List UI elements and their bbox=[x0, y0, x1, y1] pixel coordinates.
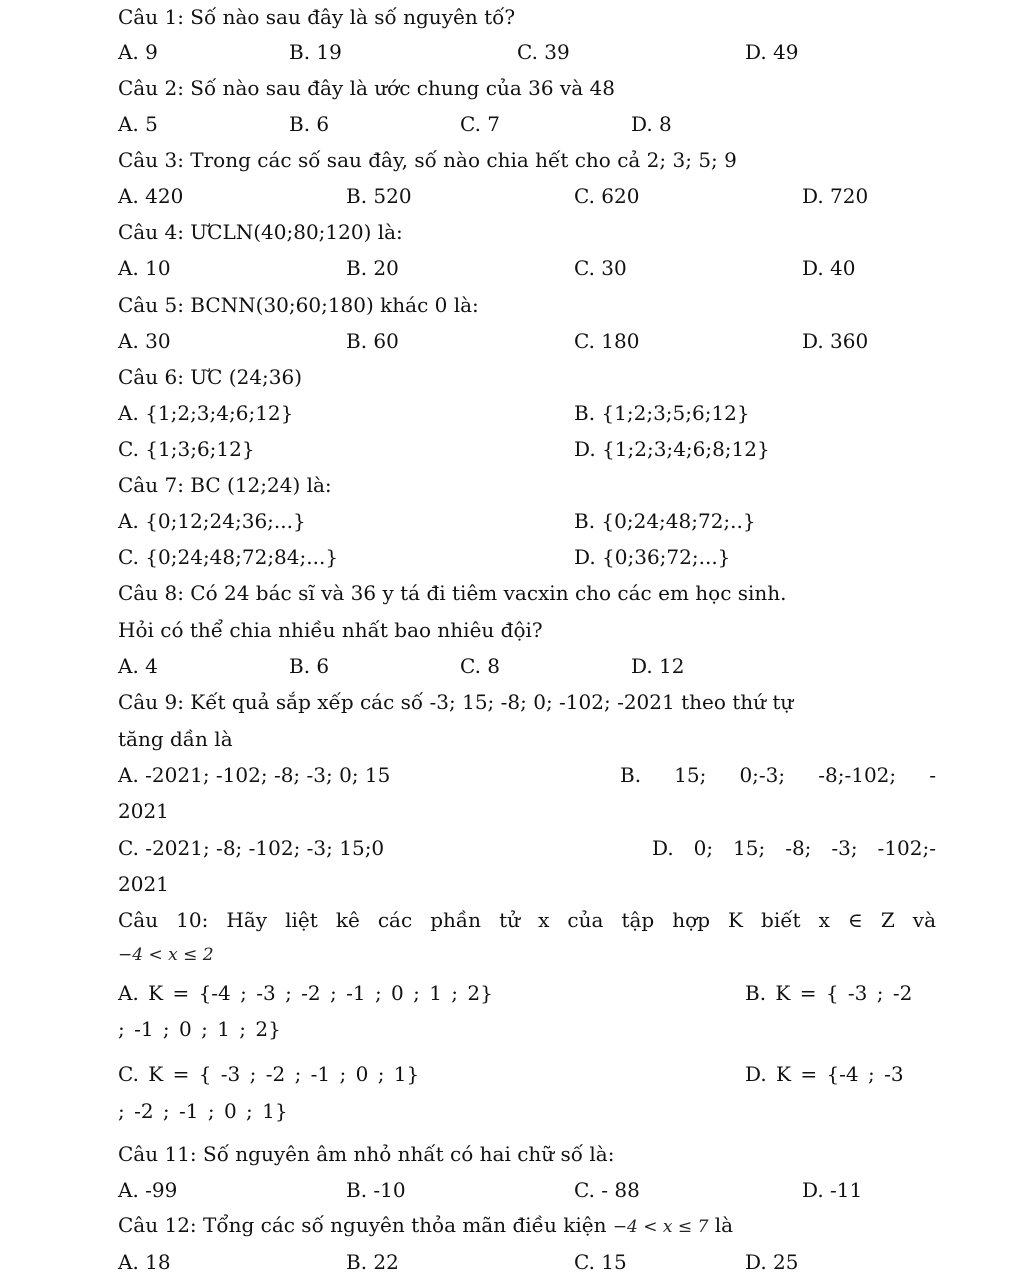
q3-option-d: D. 720 bbox=[802, 184, 869, 208]
q9-option-d: D. 0; 15; -8; -3; -102;- bbox=[652, 836, 936, 860]
q5-option-c: C. 180 bbox=[574, 329, 640, 353]
q9-option-d-wrap: 2021 bbox=[118, 872, 169, 896]
q1-option-d: D. 49 bbox=[745, 40, 799, 64]
q7-option-d: D. {0;36;72;...} bbox=[574, 545, 731, 569]
question-5-stem: Câu 5: BCNN(30;60;180) khác 0 là: bbox=[118, 293, 479, 317]
q1-option-c: C. 39 bbox=[517, 40, 570, 64]
q12-option-c: C. 15 bbox=[574, 1250, 627, 1274]
q10-option-a: A. K = {-4 ; -3 ; -2 ; -1 ; 0 ; 1 ; 2} bbox=[118, 981, 493, 1005]
q8-option-b: B. 6 bbox=[289, 654, 330, 678]
question-9-stem-line2: tăng dần là bbox=[118, 727, 233, 751]
q8-option-d: D. 12 bbox=[631, 654, 685, 678]
question-11-stem: Câu 11: Số nguyên âm nhỏ nhất có hai chữ số là: bbox=[118, 1142, 615, 1166]
q10-option-d: D. K = {-4 ; -3 bbox=[745, 1062, 904, 1086]
q5-option-a: A. 30 bbox=[118, 329, 171, 353]
question-3-stem: Câu 3: Trong các số sau đây, số nào chia hết cho cả 2; 3; 5; 9 bbox=[118, 148, 737, 172]
question-12-stem-suffix: là bbox=[714, 1213, 734, 1237]
question-12-condition: −4 < x ≤ 7 bbox=[612, 1217, 709, 1237]
q10-option-d-wrap: ; -2 ; -1 ; 0 ; 1} bbox=[118, 1099, 288, 1123]
q6-option-c: C. {1;3;6;12} bbox=[118, 437, 255, 461]
q12-option-b: B. 22 bbox=[346, 1250, 399, 1274]
q2-option-a: A. 5 bbox=[118, 112, 158, 136]
question-8-stem-line1: Câu 8: Có 24 bác sĩ và 36 y tá đi tiêm vacxin cho các em học sinh. bbox=[118, 581, 787, 605]
q3-option-c: C. 620 bbox=[574, 184, 640, 208]
q1-option-b: B. 19 bbox=[289, 40, 342, 64]
q10-option-b-wrap: ; -1 ; 0 ; 1 ; 2} bbox=[118, 1017, 281, 1041]
q7-option-c: C. {0;24;48;72;84;...} bbox=[118, 545, 339, 569]
q2-option-d: D. 8 bbox=[631, 112, 672, 136]
q5-option-b: B. 60 bbox=[346, 329, 399, 353]
q7-option-a: A. {0;12;24;36;...} bbox=[118, 509, 306, 533]
question-12-stem-prefix: Câu 12: Tổng các số nguyên thỏa mãn điều kiện bbox=[118, 1213, 607, 1237]
q9-option-a: A. -2021; -102; -8; -3; 0; 15 bbox=[118, 763, 391, 787]
q12-option-a: A. 18 bbox=[118, 1250, 171, 1274]
question-10-condition: −4 < x ≤ 2 bbox=[118, 945, 214, 965]
q11-option-a: A. -99 bbox=[118, 1178, 178, 1202]
q9-option-c: C. -2021; -8; -102; -3; 15;0 bbox=[118, 836, 385, 860]
q9-option-b-wrap: 2021 bbox=[118, 799, 169, 823]
q10-option-b: B. K = { -3 ; -2 bbox=[745, 981, 913, 1005]
q1-option-a: A. 9 bbox=[118, 40, 158, 64]
q12-option-d: D. 25 bbox=[745, 1250, 799, 1274]
q5-option-d: D. 360 bbox=[802, 329, 869, 353]
question-8-stem-line2: Hỏi có thể chia nhiều nhất bao nhiêu đội? bbox=[118, 618, 543, 642]
q3-option-a: A. 420 bbox=[118, 184, 184, 208]
q7-option-b: B. {0;24;48;72;..} bbox=[574, 509, 756, 533]
q11-option-b: B. -10 bbox=[346, 1178, 406, 1202]
q11-option-d: D. -11 bbox=[802, 1178, 863, 1202]
q4-option-c: C. 30 bbox=[574, 256, 627, 280]
question-9-stem-line1: Câu 9: Kết quả sắp xếp các số -3; 15; -8; 0; -102; -2021 theo thứ tự bbox=[118, 690, 794, 714]
question-12-stem bbox=[118, 1212, 936, 1240]
q2-option-b: B. 6 bbox=[289, 112, 330, 136]
q4-option-a: A. 10 bbox=[118, 256, 171, 280]
q4-option-b: B. 20 bbox=[346, 256, 399, 280]
q4-option-d: D. 40 bbox=[802, 256, 856, 280]
q11-option-c: C. - 88 bbox=[574, 1178, 640, 1202]
question-6-stem: Câu 6: ƯC (24;36) bbox=[118, 365, 303, 389]
question-7-stem: Câu 7: BC (12;24) là: bbox=[118, 473, 332, 497]
q8-option-c: C. 8 bbox=[460, 654, 501, 678]
q6-option-b: B. {1;2;3;5;6;12} bbox=[574, 401, 750, 425]
q2-option-c: C. 7 bbox=[460, 112, 501, 136]
q6-option-d: D. {1;2;3;4;6;8;12} bbox=[574, 437, 770, 461]
q3-option-b: B. 520 bbox=[346, 184, 412, 208]
question-2-stem: Câu 2: Số nào sau đây là ước chung của 36 và 48 bbox=[118, 76, 615, 100]
q6-option-a: A. {1;2;3;4;6;12} bbox=[118, 401, 294, 425]
q8-option-a: A. 4 bbox=[118, 654, 158, 678]
question-10-stem-line1: Câu 10: Hãy liệt kê các phần tử x của tập hợp K biết x ∈ Z và bbox=[118, 908, 936, 932]
question-4-stem: Câu 4: ƯCLN(40;80;120) là: bbox=[118, 220, 403, 244]
question-1-stem: Câu 1: Số nào sau đây là số nguyên tố? bbox=[118, 5, 516, 29]
q10-option-c: C. K = { -3 ; -2 ; -1 ; 0 ; 1} bbox=[118, 1062, 420, 1086]
q9-option-b: B. 15; 0;-3; -8;-102; - bbox=[620, 763, 936, 787]
